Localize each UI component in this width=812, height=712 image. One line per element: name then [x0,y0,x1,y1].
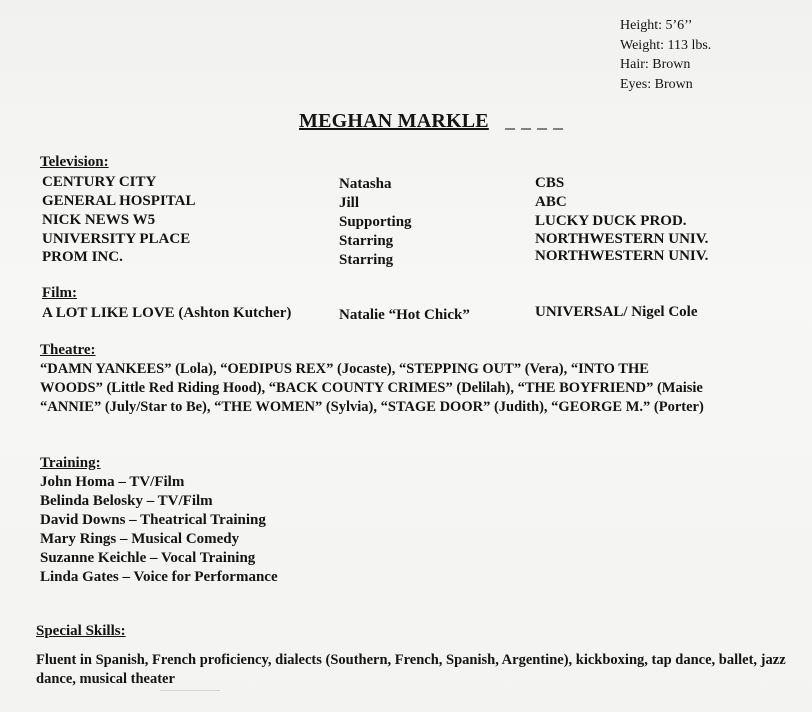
weight-stat: Weight: 113 lbs. [620,37,712,53]
training-item: Linda Gates – Voice for Performance [40,569,278,585]
theatre-line: WOODS” (Little Red Riding Hood), “BACK COUNTY CRIMES” (Delilah), “THE BOYFRIEND” (Maisie [40,380,703,396]
tv-title: NICK NEWS W5 [42,212,156,228]
film-role: Natalie “Hot Chick” [339,307,470,323]
tv-role: Starring [339,233,394,249]
height-stat: Height: 5’6’’ [620,18,693,33]
hair-stat: Hair: Brown [620,57,691,72]
film-heading: Film: [42,285,77,301]
training-heading: Training: [40,455,101,471]
film-company: UNIVERSAL/ Nigel Cole [535,304,698,320]
film-title: A LOT LIKE LOVE (Ashton Kutcher) [42,305,292,321]
tv-company: NORTHWESTERN UNIV. [535,248,709,264]
training-item: Mary Rings – Musical Comedy [40,531,240,547]
tv-title: CENTURY CITY [42,174,157,190]
training-list [40,473,278,587]
tv-title: UNIVERSITY PLACE [42,231,191,247]
tv-company: CBS [535,175,565,191]
television-heading: Television: [40,154,109,170]
tv-company: LUCKY DUCK PROD. [535,213,687,229]
special-skills-text: Fluent in Spanish, French proficiency, dialects (Southern, French, Spanish, Argentine), kickboxing, tap dance, ballet, jazz dance, musical theater [36,652,786,687]
training-item: John Homa – TV/Film [40,474,185,490]
theatre-line: “DAMN YANKEES” (Lola), “OEDIPUS REX” (Jocaste), “STEPPING OUT” (Vera), “INTO THE [40,361,649,377]
training-item: Suzanne Keichle – Vocal Training [40,550,256,566]
physical-stats [620,16,711,94]
theatre-line: “ANNIE” (July/Star to Be), “THE WOMEN” (Sylvia), “STAGE DOOR” (Judith), “GEORGE M.” (Porter) [40,399,704,415]
tv-company: NORTHWESTERN UNIV. [535,231,709,247]
tv-company: ABC [535,194,567,210]
training-item: Belinda Belosky – TV/Film [40,493,213,509]
tv-role: Jill [339,195,360,211]
eyes-stat: Eyes: Brown [620,76,693,92]
theatre-heading: Theatre: [40,342,96,358]
tv-title: GENERAL HOSPITAL [42,193,196,209]
tv-role: Starring [339,252,394,268]
scan-dash-mark [505,128,565,130]
resume-name: MEGHAN MARKLE [299,110,489,132]
training-item: David Downs – Theatrical Training [40,512,266,528]
tv-role: Supporting [339,214,412,230]
scan-artifact [160,690,220,691]
tv-role: Natasha [339,176,392,192]
tv-title: PROM INC. [42,249,123,265]
special-skills-heading: Special Skills: [36,623,126,639]
